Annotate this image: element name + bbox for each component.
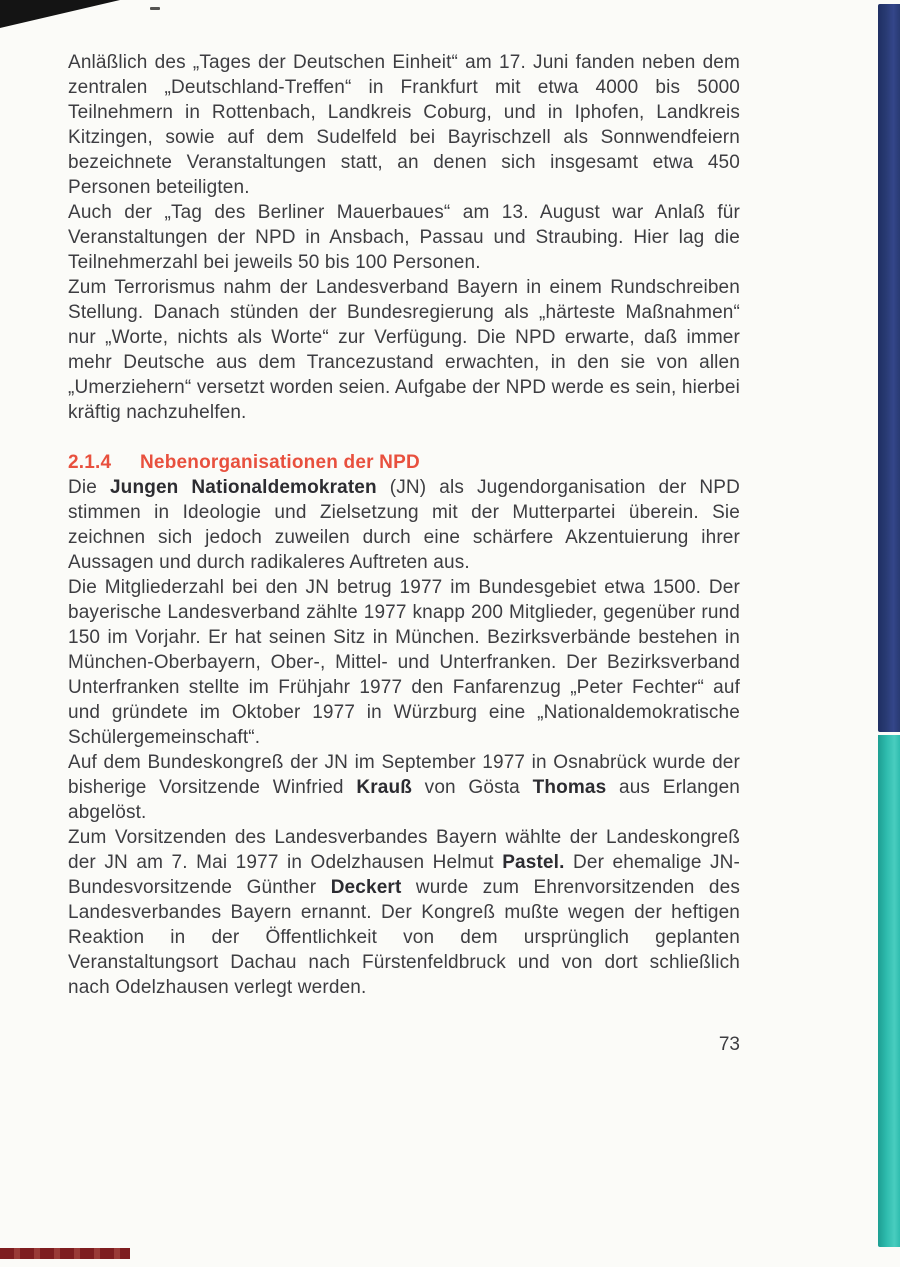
scan-bottom-strip [0, 1248, 130, 1259]
section-title: Nebenorganisationen der NPD [140, 452, 420, 473]
text-run: aus Erlangen abgelöst. [68, 777, 741, 823]
text-run: Zum Vorsitzenden des Landesverbandes Bayern wählte der Landeskongreß der JN am 7. Mai 1977 in Odelzhausen Helmut [68, 827, 740, 873]
text-run: Anläßlich des „Tages der Deutschen Einheit“ am 17. Juni fanden neben dem zentralen „Deutschland-Treffen“ in Frankfurt mit etwa 4000 bis 5000 Teilnehmern in Rottenbach, Landkreis Coburg, und in Iphofen, Landkreis Kitzingen, sowie auf dem Sudelfeld bei Bayrischzell als Sonnwendfeiern bezeichnete Veranstaltungen statt, an denen sich insgesamt etwa 450 Personen beteiligten. [68, 52, 740, 198]
text-run: Zum Terrorismus nahm der Landesverband Bayern in einem Rundschreiben Stellung. Danach stünden der Bundesregierung als „härteste Maßnahmen“ nur „Worte, nichts als Worte“ zur Verfügung. Die NPD erwarte, daß immer mehr Deutsche aus dem Trancezustand erwachten, in den sie von allen „Umerziehern“ versetzt worden seien. Aufgabe der NPD werde es sein, hierbei kräftig nachzuhelfen. [68, 277, 740, 423]
text-run: von Gösta [411, 777, 533, 798]
paragraph [68, 825, 740, 1000]
paragraph [68, 750, 740, 825]
bold-name: Jungen Nationaldemokraten [109, 477, 377, 498]
paragraph [68, 475, 740, 575]
text-run: Die Mitgliederzahl bei den JN betrug 1977 im Bundesgebiet etwa 1500. Der bayerische Landesverband zählte 1977 knapp 200 Mitglieder, gegenüber rund 150 im Vorjahr. Er hat seinen Sitz in München. Bezirksverbände bestehen in München-Oberbayern, Ober-, Mittel- und Unterfranken. Der Bezirksverband Unterfranken stellte im Frühjahr 1977 den Fanfarenzug „Peter Fechter“ auf und gründete im Oktober 1977 in Würzburg eine „Nationaldemokratische Schülergemeinschaft“. [68, 577, 740, 748]
text-run: Die [68, 477, 110, 498]
book-spine [878, 0, 900, 1267]
scan-corner-artifact [0, 0, 120, 28]
bold-name: Deckert [330, 877, 402, 898]
text-run: Auch der „Tag des Berliner Mauerbaues“ am 13. August war Anlaß für Veranstaltungen der NPD in Ansbach, Passau und Straubing. Hier lag die Teilnehmerzahl bei jeweils 50 bis 100 Personen. [68, 202, 740, 273]
text-run: (JN) als Jugendorganisation der NPD stimmen in Ideologie und Zielsetzung mit der Mutterpartei überein. Sie zeichnen sich jedoch zuweilen durch eine schärfere Akzentuierung ihrer Aussagen und durch radikaleres Auftreten aus. [68, 477, 741, 573]
bold-name: Thomas [532, 777, 607, 798]
paragraph [68, 275, 740, 425]
scan-dash-artifact [150, 7, 160, 10]
document-body [68, 50, 740, 1057]
paragraph [68, 200, 740, 275]
text-run: Auf dem Bundeskongreß der JN im September 1977 in Osnabrück wurde der bisherige Vorsitzende Winfried [68, 752, 740, 798]
section-heading [68, 450, 740, 475]
paragraph [68, 575, 740, 750]
text-run: wurde zum Ehrenvorsitzenden des Landesverbandes Bayern ernannt. Der Kongreß mußte wegen der heftigen Reaktion in der Öffentlichkeit von dem ursprünglich geplanten Veranstaltungsort Dachau nach Fürstenfeldbruck und von dort schließlich nach Odelzhausen verlegt werden. [68, 877, 741, 998]
page-number: 73 [718, 1034, 740, 1055]
spine-dark-segment [878, 4, 900, 732]
bold-name: Krauß [356, 777, 412, 798]
text-run: Der ehemalige JN-Bundesvorsitzende Günther [68, 852, 740, 898]
paragraph [68, 50, 740, 200]
bold-name: Pastel. [502, 852, 565, 873]
section-number: 2.1.4 [68, 452, 112, 473]
spine-teal-segment [878, 735, 900, 1247]
